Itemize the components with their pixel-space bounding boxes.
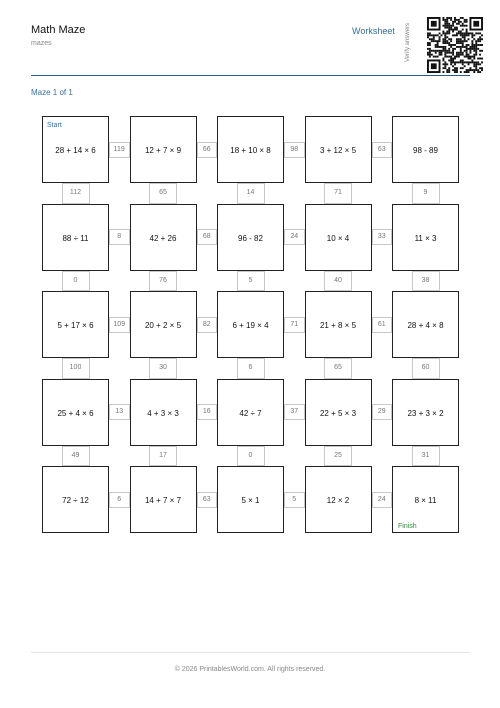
maze-cell[interactable] [217, 291, 284, 358]
cell-expression: 5 × 1 [241, 496, 260, 505]
connector-value: 30 [159, 364, 167, 371]
connector-value: 109 [113, 320, 126, 328]
connector-value: 63 [202, 495, 211, 503]
connector-value: 76 [159, 276, 167, 284]
connector-value: 17 [159, 451, 167, 459]
page-title: Math Maze [31, 24, 86, 36]
connector-value: 29 [377, 408, 386, 415]
connector-value: 82 [202, 320, 211, 328]
connector-value: 24 [290, 233, 299, 240]
maze-cell[interactable] [392, 466, 459, 533]
finish-label: Finish [398, 523, 417, 530]
maze-cell[interactable] [305, 204, 372, 271]
connector-value: 5 [292, 495, 297, 503]
connector-value: 40 [334, 276, 342, 284]
connector-value: 13 [115, 408, 124, 415]
cell-expression: 23 + 3 × 2 [407, 408, 444, 418]
cell-expression: 28 + 14 × 6 [55, 146, 96, 155]
connector-value: 14 [246, 189, 255, 196]
connector-value: 119 [113, 145, 125, 153]
connector-value: 8 [117, 233, 122, 240]
cell-expression: 28 + 4 × 8 [407, 321, 444, 330]
connector-value: 71 [334, 189, 342, 196]
maze-cell[interactable] [392, 291, 459, 358]
cell-expression: 3 + 12 × 5 [319, 146, 357, 155]
cell-expression: 8 × 11 [414, 496, 437, 505]
connector-value: 38 [421, 276, 430, 284]
cell-expression: 22 + 5 × 3 [319, 408, 357, 418]
maze-cell[interactable] [130, 291, 197, 358]
maze-cell[interactable] [392, 379, 459, 446]
maze-cell[interactable] [130, 379, 197, 446]
connector-value: 100 [69, 364, 82, 371]
connector-value: 71 [290, 320, 299, 328]
maze-cell[interactable] [217, 116, 284, 183]
cell-expression: 18 + 10 × 8 [230, 146, 271, 155]
connector-value: 6 [248, 364, 253, 371]
maze-cell[interactable] [130, 204, 197, 271]
connector-value: 65 [334, 364, 342, 371]
cell-expression: 96 - 82 [238, 233, 263, 243]
footer-divider [31, 652, 470, 653]
footer-copyright: © 2026 PrintablesWorld.com. All rights reserved. [174, 666, 326, 673]
connector-value: 68 [202, 233, 211, 240]
connector-value: 33 [377, 233, 386, 240]
cell-expression: 25 + 4 × 6 [57, 408, 94, 418]
connector-value: 24 [377, 495, 386, 503]
connector-value: 61 [377, 320, 386, 328]
cell-expression: 98 - 89 [413, 146, 438, 155]
maze-cell[interactable] [130, 466, 197, 533]
cell-expression: 14 + 7 × 7 [144, 496, 182, 505]
maze-cell[interactable] [217, 204, 284, 271]
connector-value: 37 [290, 408, 299, 415]
connector-value: 49 [71, 451, 80, 459]
maze-cell[interactable] [392, 204, 459, 271]
maze-cell[interactable] [42, 116, 109, 183]
connector-value: 66 [202, 145, 211, 153]
connector-value: 25 [334, 451, 342, 459]
maze-cell[interactable] [42, 466, 109, 533]
worksheet-label: Worksheet [352, 26, 395, 36]
maze-cell[interactable] [217, 379, 284, 446]
maze-label: Maze 1 of 1 [31, 88, 73, 97]
header-divider [31, 75, 470, 76]
connector-value: 31 [421, 451, 430, 459]
cell-expression: 11 × 3 [414, 233, 437, 243]
connector-value: 0 [248, 451, 253, 459]
cell-expression: 4 + 3 × 3 [147, 408, 179, 418]
maze-cell[interactable] [42, 291, 109, 358]
qr-code-icon[interactable] [427, 17, 483, 73]
connector-value: 98 [290, 145, 299, 153]
maze-cell[interactable] [392, 116, 459, 183]
connector-value: 0 [73, 276, 78, 284]
maze-cell[interactable] [305, 379, 372, 446]
maze-cell[interactable] [217, 466, 284, 533]
connector-value: 65 [159, 189, 167, 196]
cell-expression: 12 × 2 [326, 496, 350, 505]
cell-expression: 6 + 19 × 4 [232, 321, 269, 330]
start-label: Start [47, 122, 62, 129]
cell-expression: 72 ÷ 12 [62, 496, 89, 505]
cell-expression: 88 ÷ 11 [62, 233, 89, 243]
maze-cell[interactable] [42, 379, 109, 446]
cell-expression: 10 × 4 [326, 233, 350, 243]
cell-expression: 20 + 2 × 5 [144, 321, 182, 330]
maze-cell[interactable] [305, 291, 372, 358]
connector-value: 6 [117, 495, 122, 503]
connector-value: 5 [248, 276, 253, 284]
connector-value: 60 [421, 364, 430, 371]
connector-value: 9 [423, 189, 428, 196]
verify-answers-label: Verify answers [405, 22, 411, 62]
maze-cell[interactable] [130, 116, 197, 183]
maze-cell[interactable] [305, 116, 372, 183]
cell-expression: 5 + 17 × 6 [57, 321, 94, 330]
connector-value: 112 [69, 189, 82, 196]
cell-expression: 42 + 26 [149, 233, 177, 243]
page-subtitle: mazes [31, 40, 52, 47]
connector-value: 16 [202, 408, 211, 415]
connector-value: 63 [377, 145, 386, 153]
maze-cell[interactable] [42, 204, 109, 271]
cell-expression: 21 + 8 × 5 [319, 321, 357, 330]
cell-expression: 12 + 7 × 9 [144, 146, 182, 155]
maze-cell[interactable] [305, 466, 372, 533]
cell-expression: 42 ÷ 7 [239, 408, 262, 418]
